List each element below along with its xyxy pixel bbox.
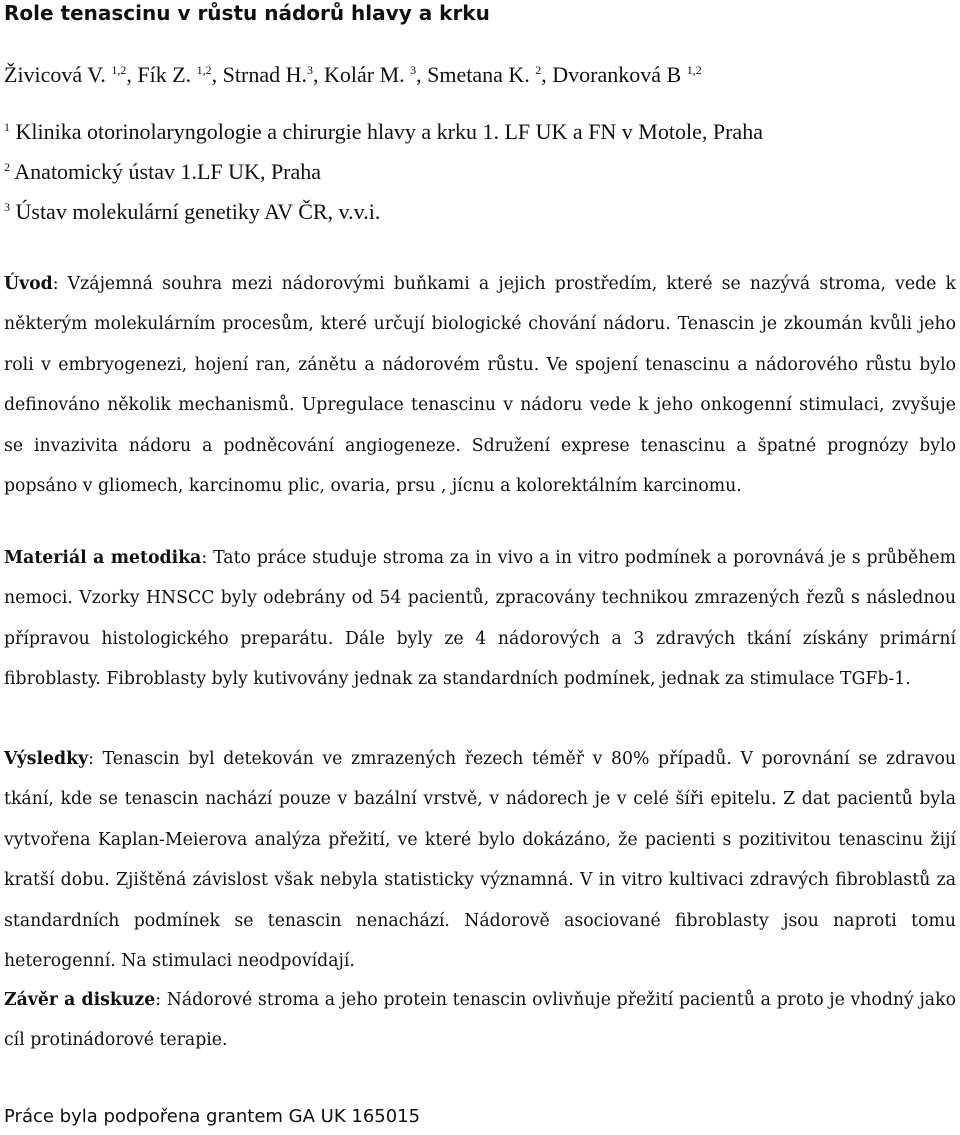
affiliation-number: 3 [4,200,10,214]
author-affiliation-mark: 1,2 [111,63,127,77]
author-separator: , [312,62,324,87]
section-methods [4,538,956,700]
affiliation-number: 1 [4,120,10,134]
author-name: Smetana K. [427,62,530,87]
section-text: : Tenascin byl detekován ve zmrazených řezech téměř v 80% případů. V porovnání se zdravou tkání, kde se tenascin nachází pouze v bazální vrstvě, v nádorech je v celé šíři epitelu. Z dat pacientů byla vytvořena Kaplan-Meierova analýza přežití, ve které bylo dokázáno, že pacienti s pozitivitou tenascinu žijí kratší dobu. Zjištěná závislost však nebyla statisticky významná. V in vitro kultivaci zdravých fibroblastů za standardních podmínek se tenascin nenachází. Nádorově asociované fibroblasty jsou naproti tomu heterogenní. Na stimulaci neodpovídají. [4,749,956,972]
author-separator: , [416,62,428,87]
section-text: : Tato práce studuje stroma za in vivo a in vitro podmínek a porovnává je s průběhem nemoci. Vzorky HNSCC byly odebrány od 54 pacientů, zpracovány technikou zmrazených řezů s následnou přípravou histologického preparátu. Dále byly ze 4 nádorových a 3 zdravých tkání získány primární fibroblasty. Fibroblasty byly kutivovány jednak za standardních podmínek, jednak za stimulace TGFb-1. [4,548,956,690]
paper-title: Role tenascinu v růstu nádorů hlavy a krku [4,1,490,25]
affiliation-text: Anatomický ústav 1.LF UK, Praha [14,159,322,184]
affiliation-text: Klinika otorinolaryngologie a chirurgie hlavy a krku 1. LF UK a FN v Motole, Praha [15,119,763,144]
author-name: Živicová V. [4,62,106,87]
author-name: Dvoranková B [552,62,682,87]
author-affiliation-mark: 3 [410,63,417,77]
author-list [4,60,702,90]
author-affiliation-mark: 3 [306,63,313,77]
section-introduction [4,264,956,506]
author-separator: , [211,62,223,87]
author-affiliation-mark: 2 [535,63,542,77]
section-label: Výsledky [4,749,89,769]
grant-acknowledgement: Práce byla podpořena grantem GA UK 165015 [4,1106,421,1127]
section-label: Závěr a diskuze [4,990,156,1010]
affiliation [4,157,321,187]
author-affiliation-mark: 1,2 [686,63,702,77]
affiliation [4,117,763,147]
affiliation-text: Ústav molekulární genetiky AV ČR, v.v.i. [15,199,381,224]
author-name: Strnad H. [222,62,307,87]
affiliation [4,197,380,227]
section-results [4,739,956,981]
section-label: Úvod [4,274,53,294]
section-conclusion [4,980,956,1061]
author-name: Fík Z. [137,62,192,87]
author-name: Kolár M. [323,62,405,87]
section-label: Materiál a metodika [4,548,202,568]
author-affiliation-mark: 1,2 [196,63,212,77]
section-text: : Nádorové stroma a jeho protein tenascin ovlivňuje přežití pacientů a proto je vhodný jako cíl protinádorové terapie. [4,990,956,1051]
section-text: : Vzájemná souhra mezi nádorovými buňkami a jejich prostředím, které se nazývá stroma, vede k některým molekulárním procesům, které určují biologické chování nádoru. Tenascin je zkoumán kvůli jeho roli v embryogenezi, hojení ran, zánětu a nádorovém růstu. Ve spojení tenascinu a nádorového růstu bylo definováno několik mechanismů. Upregulace tenascinu v nádoru vede k jeho onkogenní stimulaci, zvyšuje se invazivita nádoru a podněcování angiogeneze. Sdružení exprese tenascinu a špatné prognózy bylo popsáno v gliomech, karcinomu plic, ovaria, prsu , jícnu a kolorektálním karcinomu. [4,274,956,497]
author-separator: , [541,62,553,87]
author-separator: , [126,62,138,87]
affiliation-number: 2 [4,160,10,174]
